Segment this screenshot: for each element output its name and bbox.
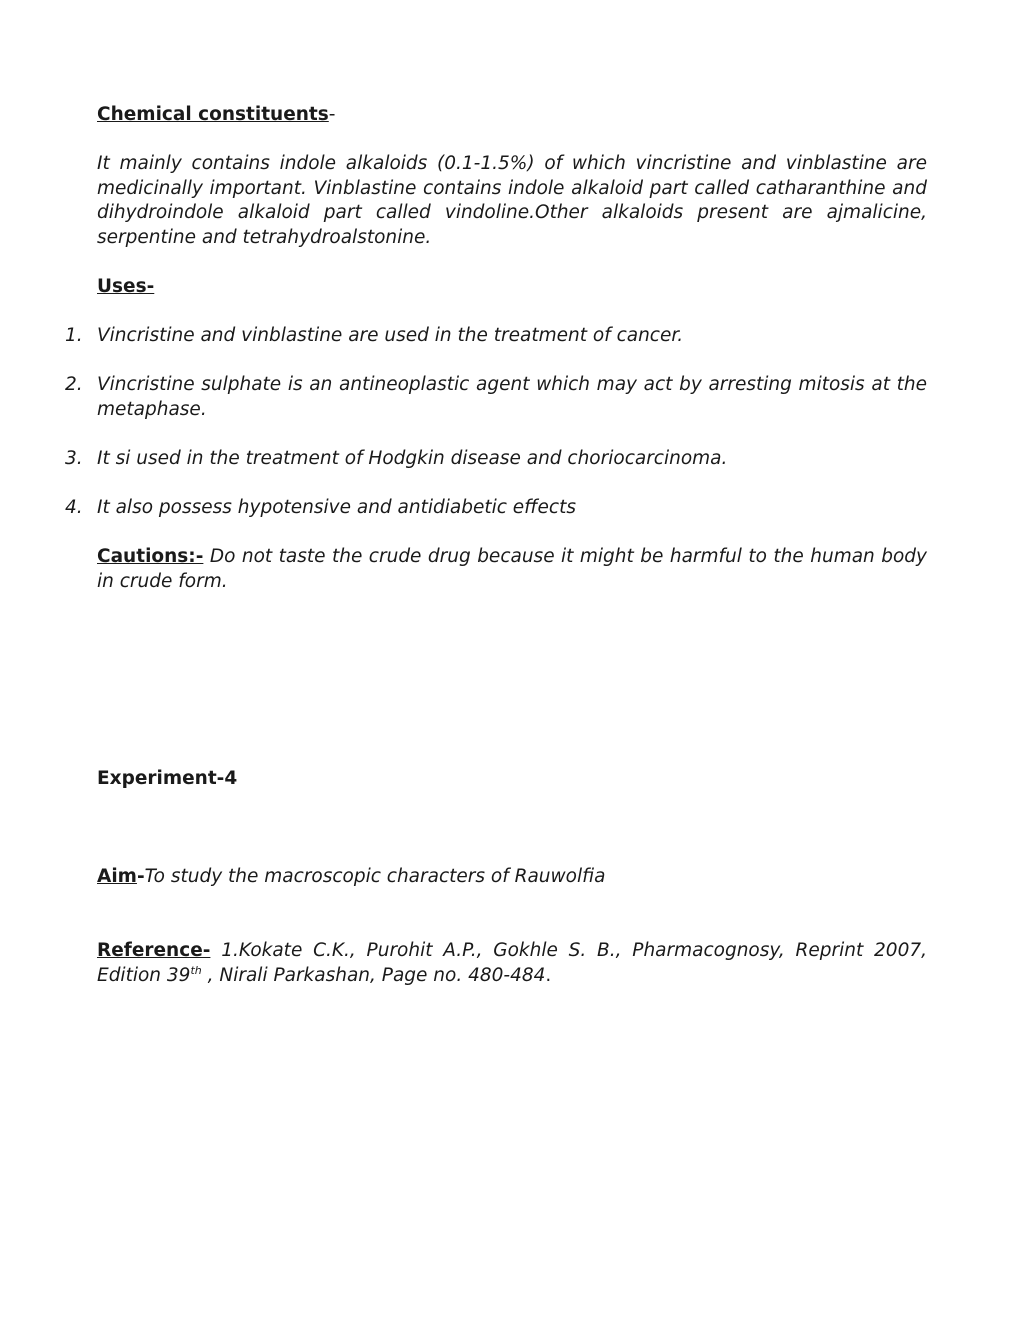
list-item [65,324,927,349]
list-item-text: It si used in the treatment of Hodgkin disease and choriocarcinoma. [97,448,728,469]
list-item-text: Vincristine and vinblastine are used in the treatment of cancer. [97,325,684,346]
list-item-number: 4. [65,497,83,518]
aim-text: To study the macroscopic characters of Rauwolfia [144,866,606,887]
list-item-text: Vincristine sulphate is an antineoplastic agent which may act by arresting mitosis at the metaphase. [97,374,927,420]
chemical-constituents-paragraph: It mainly contains indole alkaloids (0.1-1.5%) of which vincristine and vinblastine are medicinally important. Vinblastine contains indole alkaloid part called catharanthine and dihydroindole alkaloid part called vindoline.Other alkaloids present are ajmalicine, serpentine and tetrahydroalstonine. [97,153,927,248]
list-item-number: 2. [65,374,83,395]
reference-label: Reference- [97,940,211,961]
chemical-constituents-heading-line [97,103,927,128]
heading-dash: - [328,104,336,125]
aim-label: Aim [97,866,137,887]
list-item-number: 3. [65,448,83,469]
experiment-title: Experiment-4 [97,768,238,789]
reference-superscript: th [190,963,202,977]
reference-paragraph [97,939,927,988]
list-item [65,496,927,521]
reference-period: . [545,964,552,986]
cautions-paragraph [97,545,927,594]
uses-heading: Uses- [97,276,155,297]
uses-heading-line [97,275,927,300]
reference-text-end: , Nirali Parkashan, Page no. 480-484 [201,964,546,986]
cautions-label: Cautions:- [97,546,204,567]
list-item-text: It also possess hypotensive and antidiabetic effects [97,497,576,518]
experiment-title-line [97,767,927,792]
chemical-constituents-heading: Chemical constituents [97,104,329,125]
reference-text-start: 1.Kokate C.K., Purohit A.P., Gokhle S. B., Pharmacognosy, Reprint 2007, Edition 39 [97,940,927,986]
cautions-text: Do not taste the crude drug because it might be harmful to the human body in crude form. [97,546,927,592]
list-item [65,373,927,422]
list-item [65,447,927,472]
aim-line [97,865,927,890]
list-item-number: 1. [65,325,83,346]
aim-dash: - [136,866,145,887]
